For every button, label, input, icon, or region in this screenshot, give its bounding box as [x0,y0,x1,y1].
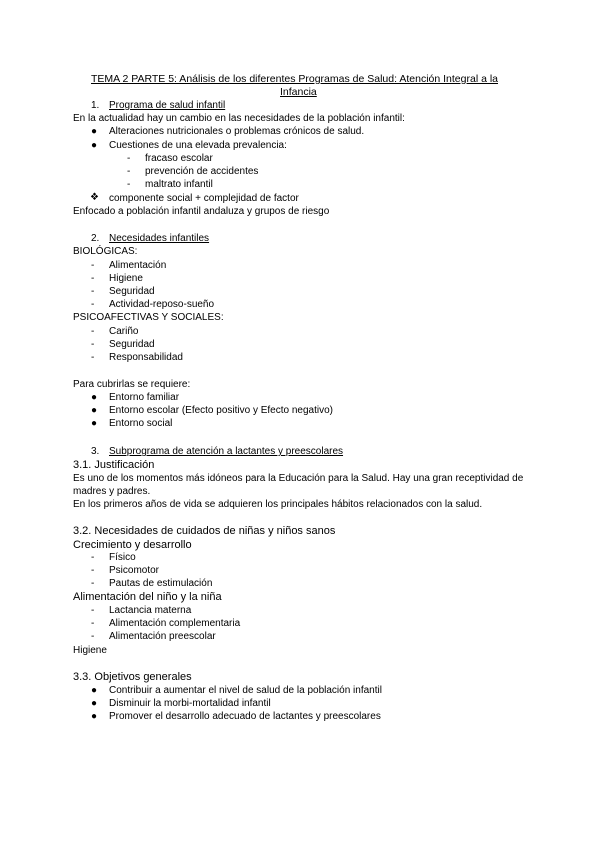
bullet-dot-icon: ● [91,126,98,137]
dash-bullet-icon: - [91,565,95,576]
justification-title: 3.1. Justificación [73,459,155,471]
list-item: Cariño [109,326,139,337]
list-item: Entorno escolar (Efecto positivo y Efecto negativo) [109,405,334,416]
dash-bullet-icon: - [91,618,95,629]
dash-bullet-icon: - [91,260,95,271]
biological-label: BIOLÓGICAS: [73,246,138,257]
sub-list-item: prevención de accidentes [145,166,259,177]
requirements-label: Para cubrirlas se requiere: [73,379,191,390]
list-item: Entorno familiar [109,392,180,403]
list-item: Alimentación preescolar [109,631,216,642]
list-item: Psicomotor [109,565,160,576]
dash-bullet-icon: - [127,153,131,164]
section-1-focus: Enfocado a población infantil andaluza y grupos de riesgo [73,206,330,217]
list-item: Lactancia materna [109,605,192,616]
bullet-dot-icon: ● [91,698,98,709]
dash-bullet-icon: - [91,578,95,589]
list-item: Alimentación complementaria [109,618,241,629]
list-item: Alteraciones nutricionales o problemas crónicos de salud. [109,126,365,137]
justification-line: Es uno de los momentos más idóneos para la Educación para la Salud. Hay una gran receptividad de [73,473,524,484]
list-item: Disminuir la morbi-mortalidad infantil [109,698,271,709]
growth-label: Crecimiento y desarrollo [73,539,192,551]
document-title-line1: TEMA 2 PARTE 5: Análisis de los diferentes Programas de Salud: Atención Integral a la [91,73,498,85]
dash-bullet-icon: - [91,326,95,337]
bullet-dot-icon: ● [91,405,98,416]
list-item: Promover el desarrollo adecuado de lactantes y preescolares [109,711,381,722]
justification-line: En los primeros años de vida se adquieren los principales hábitos relacionados con la salud. [73,499,483,510]
dash-bullet-icon: - [91,605,95,616]
list-item: componente social + complejidad de factor [109,193,299,204]
objectives-title: 3.3. Objetivos generales [73,671,192,683]
bullet-dot-icon: ● [91,418,98,429]
section-2-heading: Necesidades infantiles [109,233,210,244]
dash-bullet-icon: - [91,339,95,350]
list-item: Actividad-reposo-sueño [109,299,215,310]
section-2-number: 2. [91,233,100,244]
list-item: Físico [109,552,136,563]
section-3-heading: Subprograma de atención a lactantes y preescolares [109,446,344,457]
sub-list-item: maltrato infantil [145,179,213,190]
dash-bullet-icon: - [91,286,95,297]
document-title-line2: Infancia [280,86,317,98]
dash-bullet-icon: - [91,299,95,310]
list-item: Contribuir a aumentar el nivel de salud de la población infantil [109,685,382,696]
bullet-dot-icon: ● [91,140,98,151]
section-1-intro: En la actualidad hay un cambio en las necesidades de la población infantil: [73,113,405,124]
dash-bullet-icon: - [91,552,95,563]
list-item: Entorno social [109,418,173,429]
section-1-heading: Programa de salud infantil [109,100,226,111]
hygiene-label: Higiene [73,645,107,656]
list-item: Seguridad [109,286,155,297]
diamond-bullet-icon: ❖ [90,192,99,203]
bullet-dot-icon: ● [91,711,98,722]
sub-list-item: fracaso escolar [145,153,213,164]
list-item: Pautas de estimulación [109,578,213,589]
food-label: Alimentación del niño y la niña [73,591,222,603]
needs-title: 3.2. Necesidades de cuidados de niñas y niños sanos [73,525,336,537]
bullet-dot-icon: ● [91,392,98,403]
list-item: Cuestiones de una elevada prevalencia: [109,140,287,151]
justification-line: madres y padres. [73,486,151,497]
section-1-number: 1. [91,100,100,111]
dash-bullet-icon: - [91,631,95,642]
list-item: Higiene [109,273,143,284]
list-item: Alimentación [109,260,167,271]
psychoaffective-label: PSICOAFECTIVAS Y SOCIALES: [73,312,224,323]
list-item: Seguridad [109,339,155,350]
list-item: Responsabilidad [109,352,183,363]
section-3-number: 3. [91,446,100,457]
dash-bullet-icon: - [127,166,131,177]
dash-bullet-icon: - [127,179,131,190]
bullet-dot-icon: ● [91,685,98,696]
dash-bullet-icon: - [91,352,95,363]
dash-bullet-icon: - [91,273,95,284]
